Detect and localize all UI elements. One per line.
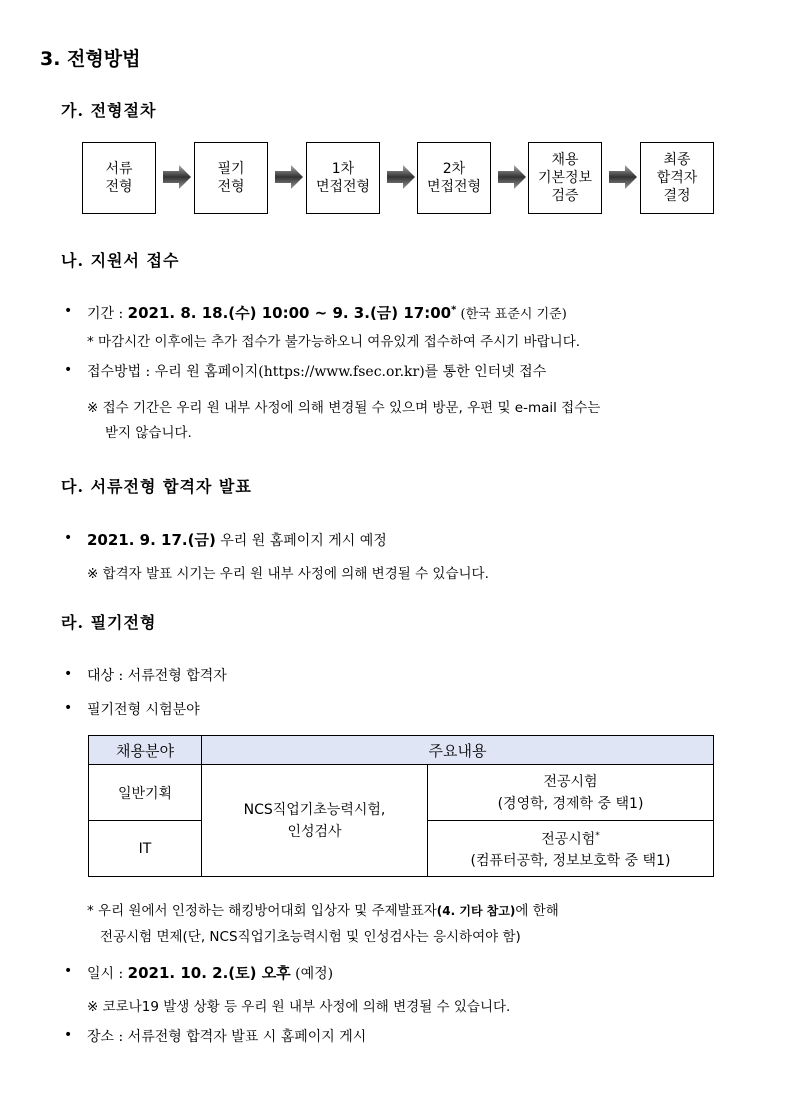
bullet: • [64, 700, 73, 716]
process-step-3: 1차 면접전형 [306, 142, 380, 214]
bullet: • [64, 963, 73, 979]
section-title: 3. 전형방법 [40, 48, 141, 70]
arrow-right-icon [163, 165, 191, 189]
arrow-right-icon [498, 165, 526, 189]
subsection-title-na: 나. 지원서 접수 [61, 251, 180, 270]
period-note: * 마감시간 이후에는 추가 접수가 불가능하오니 여유있게 접수하여 주시기 바랍니다. [87, 334, 581, 350]
subsection-title-ra: 라. 필기전형 [61, 613, 157, 632]
subject-label: 필기전형 시험분야 [87, 702, 200, 718]
written-date-line: 일시 : 2021. 10. 2.(토) 오후 (예정) [87, 964, 334, 982]
table-header-content: 주요내용 [202, 736, 714, 765]
common-exam-cell: NCS직업기초능력시험, 인성검사 [202, 765, 428, 877]
bullet: • [64, 530, 73, 546]
method-note-2: 받지 않습니다. [105, 425, 192, 441]
arrow-right-icon [275, 165, 303, 189]
table-header-field: 채용분야 [89, 736, 202, 765]
bullet: • [64, 362, 73, 378]
bullet: • [64, 1027, 73, 1043]
row-field-it: IT [89, 821, 202, 877]
arrow-right-icon [387, 165, 415, 189]
row-field-general: 일반기획 [89, 765, 202, 821]
exam-field-table [88, 735, 714, 877]
process-step-4: 2차 면접전형 [417, 142, 491, 214]
announce-line: 2021. 9. 17.(금) 우리 원 홈페이지 게시 예정 [87, 531, 387, 549]
homepage-link[interactable]: https://www.fsec.or.kr [263, 364, 420, 380]
written-date-note: ※ 코로나19 발생 상황 등 우리 원 내부 사정에 의해 변경될 수 있습니다. [87, 999, 511, 1015]
major-exam-it: 전공시험* (컴퓨터공학, 정보보호학 중 택1) [428, 821, 714, 877]
target-line: 대상 : 서류전형 합격자 [87, 668, 227, 684]
arrow-right-icon [609, 165, 637, 189]
major-exam-general: 전공시험 (경영학, 경제학 중 택1) [428, 765, 714, 821]
bullet: • [64, 303, 73, 319]
process-step-6: 최종 합격자 결정 [640, 142, 714, 214]
subsection-title-ga: 가. 전형절차 [61, 101, 157, 120]
method-note-1: ※ 접수 기간은 우리 원 내부 사정에 의해 변경될 수 있으며 방문, 우편 및 e-mail 접수는 [87, 400, 601, 416]
process-step-5: 채용 기본정보 검증 [528, 142, 602, 214]
place-line: 장소 : 서류전형 합격자 발표 시 홈페이지 게시 [87, 1029, 367, 1045]
method-line: 접수방법 : 우리 원 홈페이지(https://www.fsec.or.kr)를 통한 인터넷 접수 [87, 364, 547, 380]
subsection-title-da: 다. 서류전형 합격자 발표 [61, 477, 252, 496]
bullet: • [64, 666, 73, 682]
exempt-note-2: 전공시험 면제(단, NCS직업기초능력시험 및 인성검사는 응시하여야 함) [100, 929, 521, 945]
process-step-2: 필기 전형 [194, 142, 268, 214]
exempt-note-1: * 우리 원에서 인정하는 해킹방어대회 입상자 및 주제발표자(4. 기타 참고)에 한해 [87, 903, 559, 919]
announce-note: ※ 합격자 발표 시기는 우리 원 내부 사정에 의해 변경될 수 있습니다. [87, 566, 489, 582]
process-step-1: 서류 전형 [82, 142, 156, 214]
period-line: 기간 : 2021. 8. 18.(수) 10:00 ~ 9. 3.(금) 17:00* (한국 표준시 기준) [87, 304, 567, 322]
